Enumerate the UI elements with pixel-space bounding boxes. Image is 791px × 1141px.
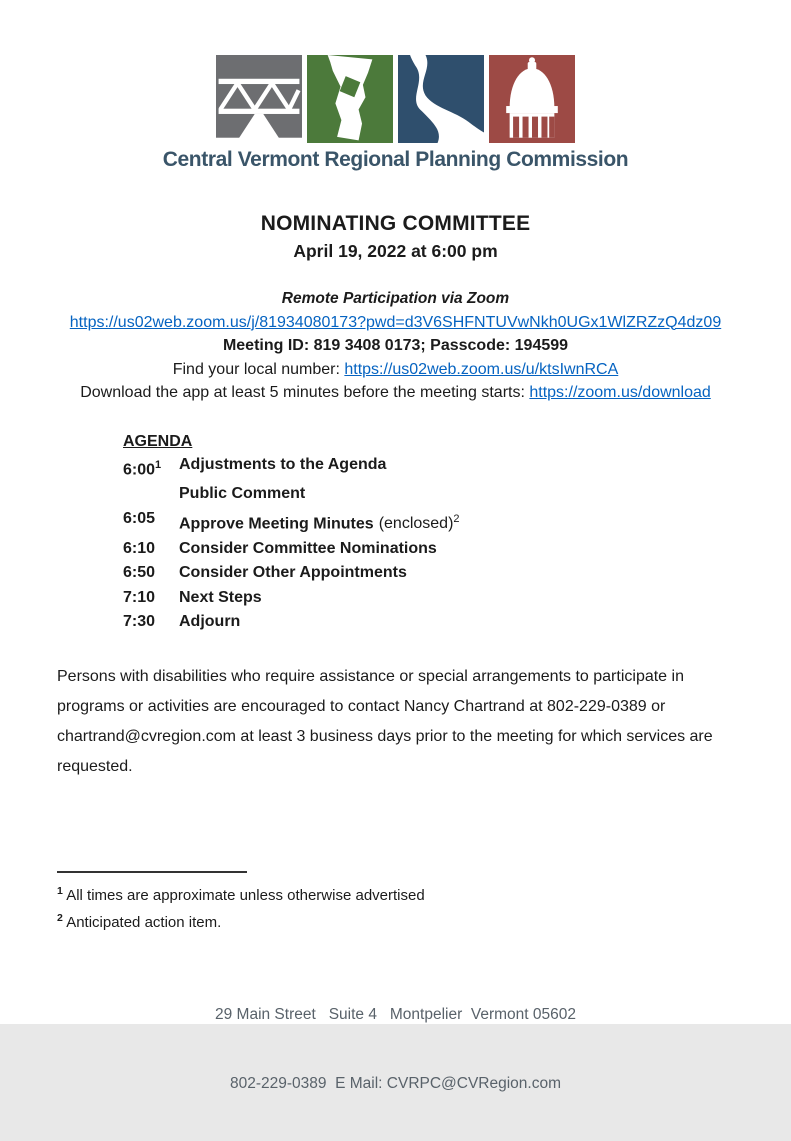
agenda-item-label: Consider Committee Nominations xyxy=(179,539,437,557)
vermont-map-icon xyxy=(307,55,393,143)
agenda-item-label: Approve Meeting Minutes (enclosed)$^2$ xyxy=(179,512,460,533)
logo-tiles xyxy=(0,55,791,143)
page-title: NOMINATING COMMITTEE xyxy=(260,212,531,235)
local-number-label: Find your local number: xyxy=(172,360,340,378)
winding-river-icon xyxy=(398,55,484,143)
footer-contact: 802-229-0389 E Mail: CVRPC@CVRegion.com xyxy=(229,1075,562,1092)
footer-address: 29 Main Street Suite 4 Montpelier Vermont 05602 xyxy=(214,1006,576,1023)
cvrpc-logo xyxy=(0,0,791,172)
footnote-divider xyxy=(57,871,247,873)
remote-participation-heading: Remote Participation via Zoom xyxy=(281,290,510,307)
agenda-item-label: Adjustments to the Agenda xyxy=(179,455,387,473)
accessibility-note: Persons with disabilities who require assistance or special arrangements to participate in programs or activities are encouraged to contact Nancy Chartrand at 802-229-0389 or chartrand@cvregion.com at least 3 business days prior to the meeting for which services are requested. xyxy=(57,667,713,775)
agenda-row xyxy=(123,586,791,611)
download-app-line xyxy=(0,381,791,405)
agenda-row xyxy=(123,507,791,537)
agenda-time: 6:10 xyxy=(123,539,156,557)
footnotes-section xyxy=(57,871,425,934)
footnote: $^2$ Anticipated action item. xyxy=(57,912,222,931)
document-footer xyxy=(0,957,791,1141)
covered-bridge-icon xyxy=(216,55,302,143)
agenda-item-label: Public Comment xyxy=(179,485,306,503)
agenda-time: $6:00^1$ xyxy=(123,458,162,478)
footnote: $^1$ All times are approximate unless otherwise advertised xyxy=(57,885,425,904)
local-number-line xyxy=(0,358,791,382)
zoom-join-link[interactable]: https://us02web.zoom.us/j/81934080173?pwd=d3V6SHFNTUVwNkh0UGx1WlZRZzQ4dz09 xyxy=(69,313,722,331)
agenda-row xyxy=(123,453,791,483)
zoom-download-link[interactable]: https://zoom.us/download xyxy=(529,384,711,401)
agenda-item-label: Consider Other Appointments xyxy=(179,564,407,582)
agenda-heading: AGENDA xyxy=(123,432,193,450)
capitol-dome-icon xyxy=(489,55,575,143)
agenda-time: 6:50 xyxy=(123,564,156,582)
agenda-time: 6:05 xyxy=(123,509,156,527)
agenda-section xyxy=(123,433,791,635)
agenda-row xyxy=(123,610,791,635)
remote-participation-section xyxy=(0,287,791,405)
logo-caption: Central Vermont Regional Planning Commission xyxy=(162,148,629,171)
download-app-label: Download the app at least 5 minutes before the meeting starts: xyxy=(80,384,525,401)
agenda-row xyxy=(123,482,791,507)
meeting-id-line: Meeting ID: 819 3408 0173; Passcode: 194599 xyxy=(222,337,569,354)
agenda-time: 7:30 xyxy=(123,613,156,631)
local-number-link[interactable]: https://us02web.zoom.us/u/ktsIwnRCA xyxy=(344,360,619,378)
agenda-row xyxy=(123,561,791,586)
agenda-time: 7:10 xyxy=(123,588,156,606)
zoom-join-line xyxy=(0,311,791,335)
agenda-item-label: Next Steps xyxy=(179,588,262,606)
agenda-time xyxy=(123,482,179,507)
meeting-datetime: April 19, 2022 at 6:00 pm xyxy=(293,241,498,261)
agenda-item-label: Adjourn xyxy=(179,613,241,631)
agenda-row xyxy=(123,537,791,562)
